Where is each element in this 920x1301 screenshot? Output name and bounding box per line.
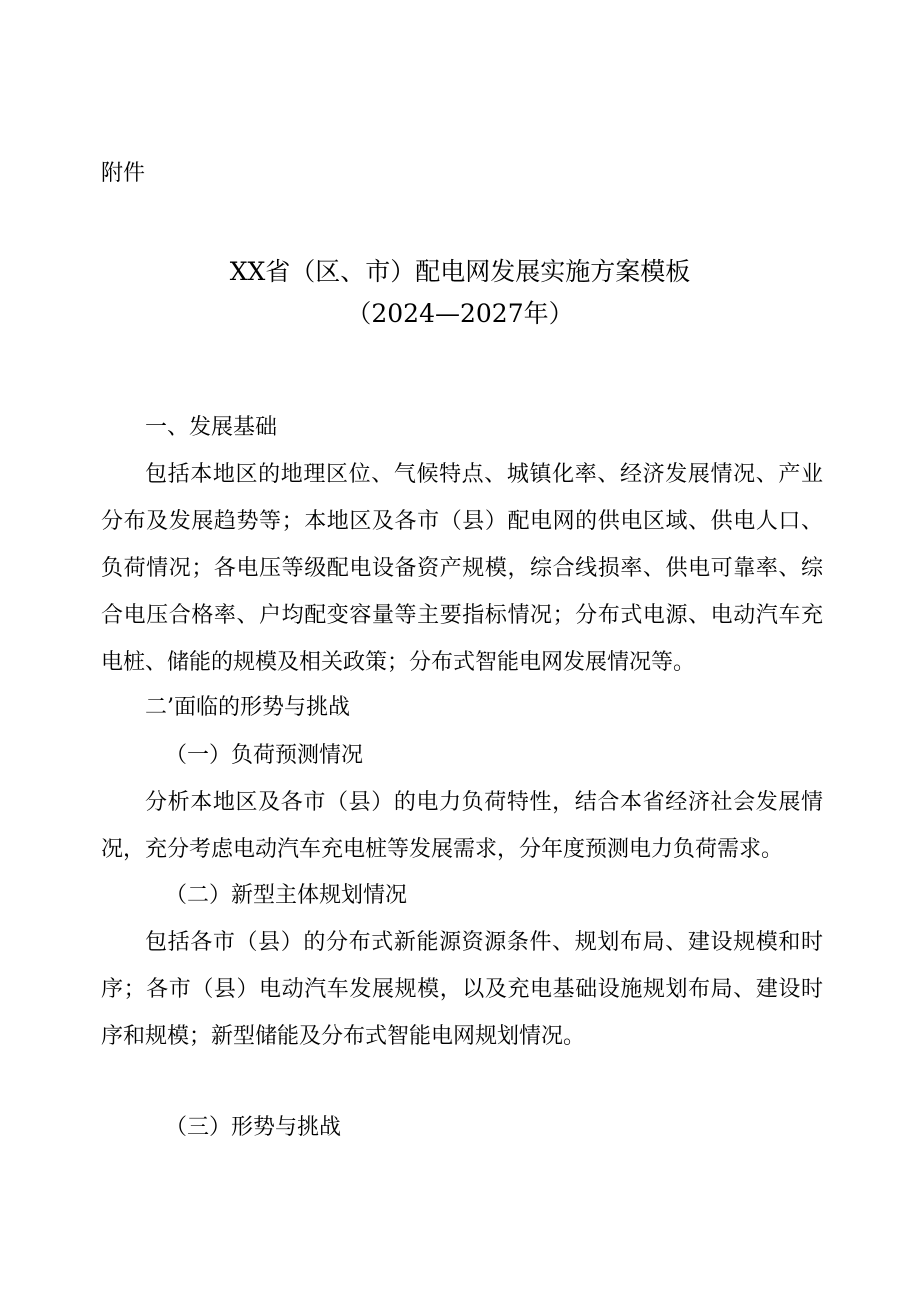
section-1-heading: 一、发展基础 [145,415,278,440]
section-2-2-heading: （二）新型主体规划情况 [165,883,408,908]
document-title: XX省（区、市）配电网发展实施方案模板 [229,257,691,286]
attachment-label: 附件 [101,161,146,186]
section-2-heading: 二’面临的形势与挑战 [145,695,350,720]
section-1-body: 包括本地区的地理区位、气候特点、城镇化率、经济发展情况、产业分布及发展趋势等；本地区及各市（县）配电网的供电区域、供电人口、负荷情况；各电压等级配电设备资产规模，综合线损率、供电可靠率、综合电压合格率、户均配变容量等主要指标情况；分布式电源、电动汽车充电桩、储能的规模及相关政策；分布式智能电网发展情况等。 [101,462,823,675]
section-2-1-body: 分析本地区及各市（县）的电力负荷特性，结合本省经济社会发展情况，充分考虑电动汽车充电桩等发展需求，分年度预测电力负荷需求。 [101,790,823,862]
document-subtitle-years: （2024—2027年） [346,299,574,328]
section-2-3-heading: （三）形势与挑战 [165,1115,342,1140]
section-2-2-body: 包括各市（县）的分布式新能源资源条件、规划布局、建设规模和时序；各市（县）电动汽车发展规模，以及充电基础设施规划布局、建设时序和规模；新型储能及分布式智能电网规划情况。 [101,930,823,1049]
section-2-1-heading: （一）负荷预测情况 [165,743,364,768]
